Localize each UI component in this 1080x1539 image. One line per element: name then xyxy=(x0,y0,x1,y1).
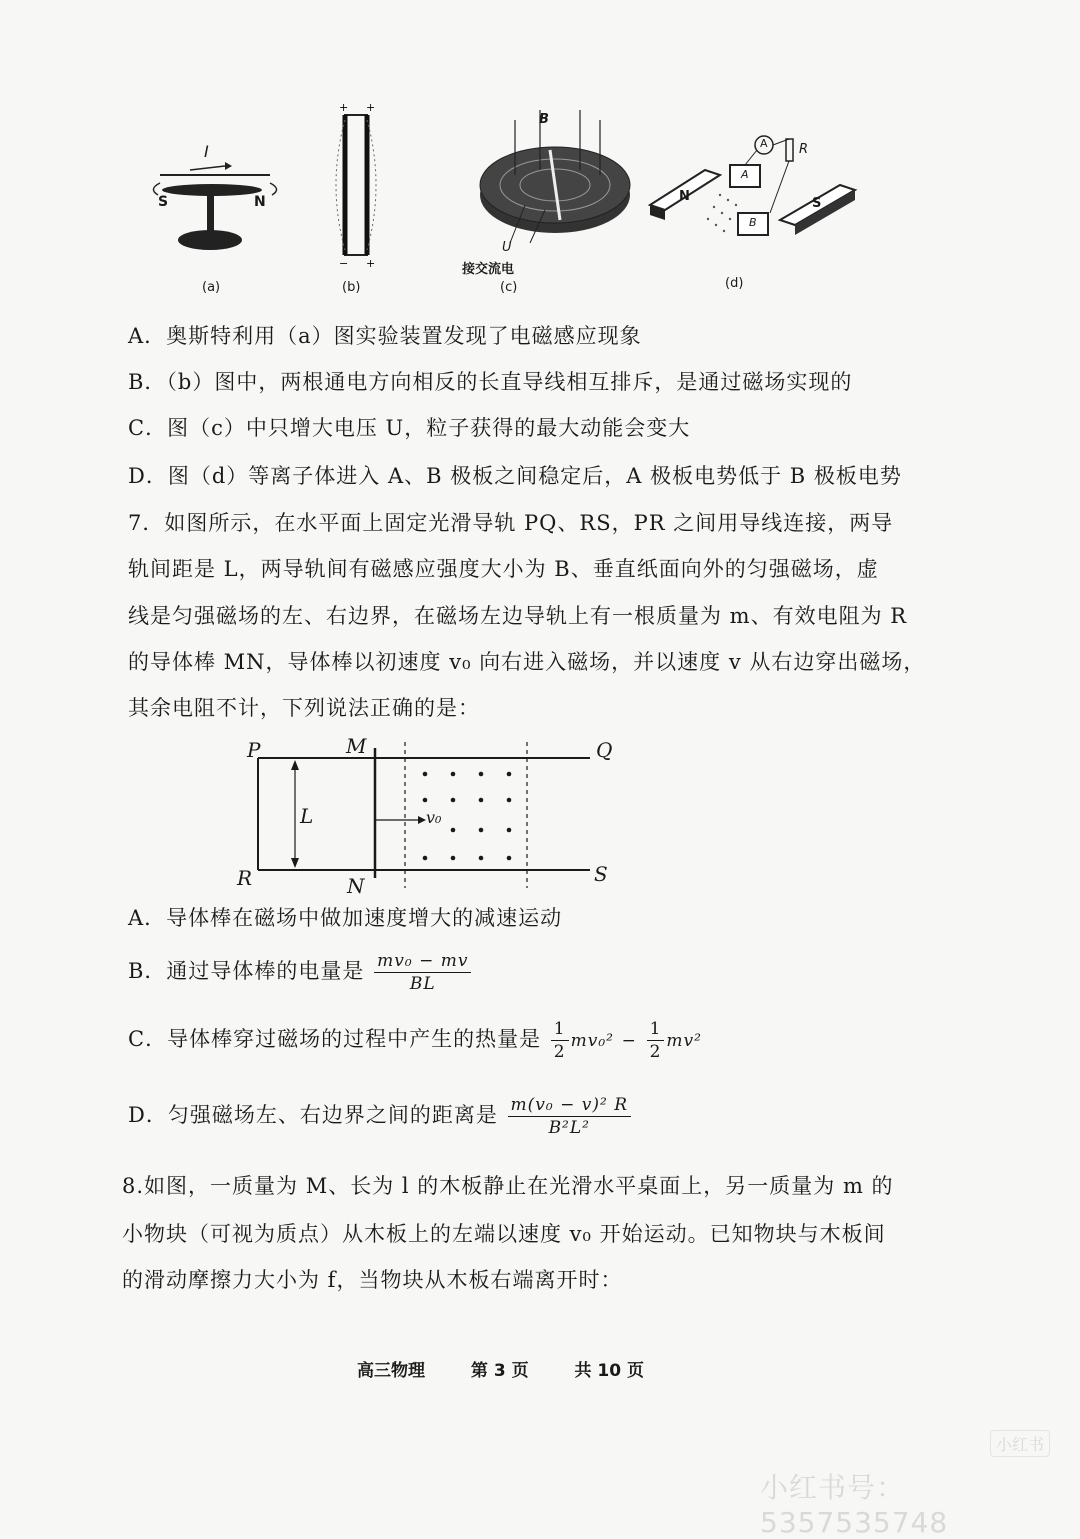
figure-a-north-label: N xyxy=(254,194,266,210)
q7-stem-line-3: 线是匀强磁场的左、右边界，在磁场左边导轨上有一根质量为 m、有效电阻为 R xyxy=(128,604,908,628)
svg-text:+: + xyxy=(366,257,376,270)
page-footer xyxy=(357,1356,684,1381)
q7-option-c-minus: − xyxy=(621,1031,637,1051)
svg-text:+: + xyxy=(339,101,349,114)
figure-d-plate-b-label: B xyxy=(749,216,757,229)
q7-stem-line-1: 7．如图所示，在水平面上固定光滑导轨 PQ、RS，PR 之间用导线连接，两导 xyxy=(128,511,894,535)
q7-option-c-half-1 xyxy=(551,1018,569,1063)
figure-a-caption: (a) xyxy=(202,280,221,295)
q7-option-b-fraction xyxy=(374,950,471,995)
q7-label-m: M xyxy=(346,734,367,758)
q7-option-b xyxy=(128,950,473,995)
q7-label-n: N xyxy=(347,874,365,898)
q7-option-c-half-2-num: 1 xyxy=(647,1018,665,1041)
q7-option-d-numerator: m(v₀ − v)² R xyxy=(508,1094,631,1117)
figure-a-current-label: I xyxy=(204,142,209,161)
q7-label-l: L xyxy=(300,804,314,828)
figure-a-south-label: S xyxy=(158,194,169,210)
figure-c xyxy=(480,110,630,243)
q7-label-p: P xyxy=(247,738,261,762)
q8-stem-line-1: 8.如图，一质量为 M、长为 l 的木板静止在光滑水平桌面上，另一质量为 m 的 xyxy=(122,1174,894,1198)
q6-option-a: A．奥斯特利用（a）图实验装置发现了电磁感应现象 xyxy=(128,324,642,348)
q7-option-c-half-2 xyxy=(647,1018,665,1063)
q7-label-v0: v₀ xyxy=(426,808,442,827)
q7-stem-line-5: 其余电阻不计，下列说法正确的是： xyxy=(128,696,480,720)
q7-option-d-text: D．匀强磁场左、右边界之间的距离是 xyxy=(128,1103,498,1127)
q7-option-b-text: B．通过导体棒的电量是 xyxy=(128,959,365,983)
q7-stem-line-4: 的导体棒 MN，导体棒以初速度 v₀ 向右进入磁场，并以速度 v 从右边穿出磁场， xyxy=(128,650,926,674)
figure-d-plate-a-label: A xyxy=(741,168,749,181)
q7-option-a: A．导体棒在磁场中做加速度增大的减速运动 xyxy=(128,906,563,930)
q7-option-c-half-1-num: 1 xyxy=(551,1018,569,1041)
figure-d-caption: (d) xyxy=(725,276,744,291)
figure-b-caption: (b) xyxy=(342,280,361,295)
watermark-id: 小红书号：5357535748 xyxy=(760,1471,949,1539)
footer-page: 第 3 页 xyxy=(470,1361,529,1381)
figure-c-source-label: 接交流电 xyxy=(462,262,515,277)
q7-option-d-denominator: B²L² xyxy=(548,1118,590,1138)
figure-c-voltage-label: U xyxy=(502,240,512,255)
q6-option-b: B．（b）图中，两根通电方向相反的长直导线相互排斥，是通过磁场实现的 xyxy=(128,370,853,394)
svg-text:−: − xyxy=(339,257,349,270)
q7-option-c-half-2-den: 2 xyxy=(649,1042,662,1062)
q7-option-b-denominator: BL xyxy=(409,974,436,994)
q7-label-r: R xyxy=(237,866,253,890)
q8-stem-line-3: 的滑动摩擦力大小为 f，当物块从木板右端离开时： xyxy=(122,1268,623,1292)
q7-option-c-text: C．导体棒穿过磁场的过程中产生的热量是 xyxy=(128,1027,542,1051)
q7-option-c-term-1: mv₀² xyxy=(570,1031,614,1051)
figure-c-caption: (c) xyxy=(500,280,518,295)
q7-option-c-term-2: mv² xyxy=(666,1031,702,1051)
q7-option-b-numerator: mv₀ − mv xyxy=(374,950,471,973)
q6-option-c: C．图（c）中只增大电压 U，粒子获得的最大动能会变大 xyxy=(128,416,691,440)
svg-text:+: + xyxy=(366,101,376,114)
footer-subject: 高三物理 xyxy=(357,1361,425,1381)
figure-d-resistor-label: R xyxy=(799,142,809,157)
q7-option-c xyxy=(128,1018,702,1063)
q7-label-q: Q xyxy=(596,738,613,762)
watermark-logo: 小红书 xyxy=(990,1430,1050,1457)
figure-d-ammeter-label: A xyxy=(760,137,768,150)
figure-b xyxy=(336,101,376,270)
figure-d-south-label: S xyxy=(812,196,822,211)
q7-option-d-fraction xyxy=(508,1094,631,1139)
footer-total: 共 10 页 xyxy=(574,1361,645,1381)
q7-stem-line-2: 轨间距是 L，两导轨间有磁感应强度大小为 B、垂直纸面向外的匀强磁场，虚 xyxy=(128,557,879,581)
q7-label-s: S xyxy=(594,862,608,886)
figure-d-north-label: N xyxy=(679,189,690,204)
q7-option-c-half-1-den: 2 xyxy=(553,1042,566,1062)
q8-stem-line-2: 小物块（可视为质点）从木板上的左端以速度 v₀ 开始运动。已知物块与木板间 xyxy=(122,1222,886,1246)
q7-option-d xyxy=(128,1094,633,1139)
figure-c-field-label: B xyxy=(539,112,549,127)
q6-option-d: D．图（d）等离子体进入 A、B 极板之间稳定后，A 极板电势低于 B 极板电势 xyxy=(128,464,902,488)
